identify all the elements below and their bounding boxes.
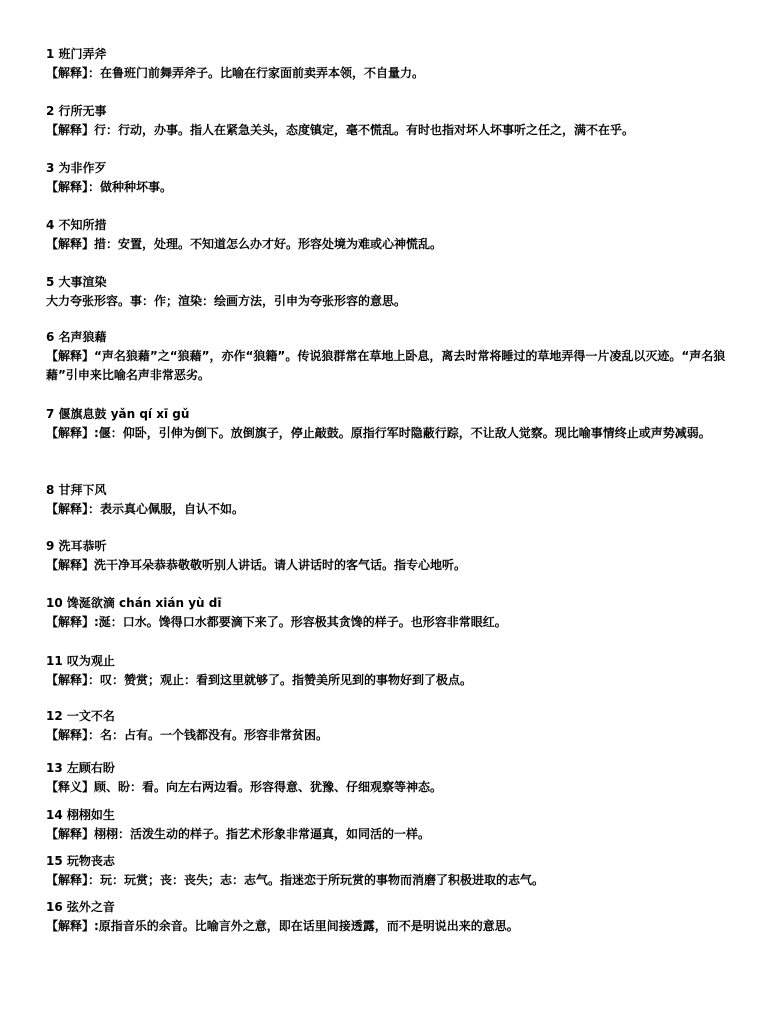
idiom-explanation: 【解释】洗干净耳朵恭恭敬敬听别人讲话。请人讲话时的客气话。指专心地听。 — [46, 558, 467, 572]
idiom-explanation: 【释义】顾、盼：看。向左右两边看。形容得意、犹豫、仔细观察等神态。 — [46, 780, 443, 794]
idiom-explanation: 【解释】：叹：赞赏；观止：看到这里就够了。指赞美所见到的事物好到了极点。 — [46, 673, 473, 687]
idiom-explanation: 【解释】措：安置，处理。不知道怎么办才好。形容处境为难或心神慌乱。 — [46, 237, 443, 251]
idiom-explanation: 【解释】行：行动，办事。指人在紧急关头，态度镇定，毫不慌乱。有时也指对坏人坏事听之任之，满不在乎。 — [46, 123, 635, 137]
idiom-explanation: 大力夸张形容。事：作；渲染：绘画方法，引申为夸张形容的意思。 — [46, 294, 407, 308]
idiom-entry — [46, 159, 736, 197]
idiom-entry — [46, 45, 736, 83]
idiom-entry — [46, 328, 736, 385]
idiom-entry — [46, 759, 736, 797]
idiom-title: 3 为非作歹 — [46, 161, 107, 175]
idiom-entry — [46, 652, 736, 690]
idiom-entry — [46, 216, 736, 254]
idiom-title: 14 栩栩如生 — [46, 808, 115, 822]
idiom-entry — [46, 898, 736, 936]
idiom-explanation: 【解释】:原指音乐的余音。比喻言外之意，即在话里间接透露，而不是明说出来的意思。 — [46, 919, 519, 933]
idiom-title: 1 班门弄斧 — [46, 47, 107, 61]
idiom-title: 4 不知所措 — [46, 218, 107, 232]
idiom-title: 2 行所无事 — [46, 104, 107, 118]
idiom-title: 13 左顾右盼 — [46, 761, 115, 775]
idiom-title: 9 洗耳恭听 — [46, 539, 107, 553]
idiom-title: 5 大事渲染 — [46, 275, 107, 289]
idiom-title: 7 偃旗息鼓 yǎn qí xī gǔ — [46, 407, 190, 421]
idiom-title: 11 叹为观止 — [46, 654, 115, 668]
idiom-title: 12 一文不名 — [46, 709, 115, 723]
idiom-title: 10 馋涎欲滴 chán xián yù dī — [46, 596, 222, 610]
idiom-explanation: 【解释】栩栩：活泼生动的样子。指艺术形象非常逼真，如同活的一样。 — [46, 827, 431, 841]
idiom-explanation: 【解释】“声名狼藉”之“狼藉”，亦作“狼籍”。传说狼群常在草地上卧息，离去时常将睡过的草地弄得一片凌乱以灭迹。“声名狼藉”引申来比喻名声非常恶劣。 — [46, 349, 726, 382]
idiom-title: 16 弦外之音 — [46, 900, 115, 914]
idiom-explanation: 【解释】:偃：仰卧，引伸为倒下。放倒旗子，停止敲鼓。原指行军时隐蔽行踪，不让敌人觉察。现比喻事情终止或声势减弱。 — [46, 426, 711, 440]
idiom-explanation: 【解释】：名：占有。一个钱都没有。形容非常贫困。 — [46, 728, 329, 742]
idiom-title: 15 玩物丧志 — [46, 854, 115, 868]
idiom-entry — [46, 273, 736, 311]
idiom-explanation: 【解释】：在鲁班门前舞弄斧子。比喻在行家面前卖弄本领，不自量力。 — [46, 66, 425, 80]
idiom-entry — [46, 537, 736, 575]
idiom-title: 8 甘拜下风 — [46, 483, 107, 497]
idiom-explanation: 【解释】：玩：玩赏；丧：丧失；志：志气。指迷恋于所玩赏的事物而消磨了积极进取的志气。 — [46, 873, 545, 887]
idiom-explanation: 【解释】：表示真心佩服，自认不如。 — [46, 502, 245, 516]
idiom-entry — [46, 707, 736, 745]
idiom-entry — [46, 481, 736, 519]
idiom-explanation: 【解释】：做种种坏事。 — [46, 180, 173, 194]
idiom-entry — [46, 806, 736, 844]
idiom-explanation: 【解释】:涎：口水。馋得口水都要滴下来了。形容极其贪馋的样子。也形容非常眼红。 — [46, 615, 507, 629]
idiom-entry — [46, 405, 736, 443]
idiom-entry — [46, 594, 736, 632]
idiom-entry — [46, 852, 736, 890]
idiom-entry — [46, 102, 736, 140]
idiom-title: 6 名声狼藉 — [46, 330, 107, 344]
